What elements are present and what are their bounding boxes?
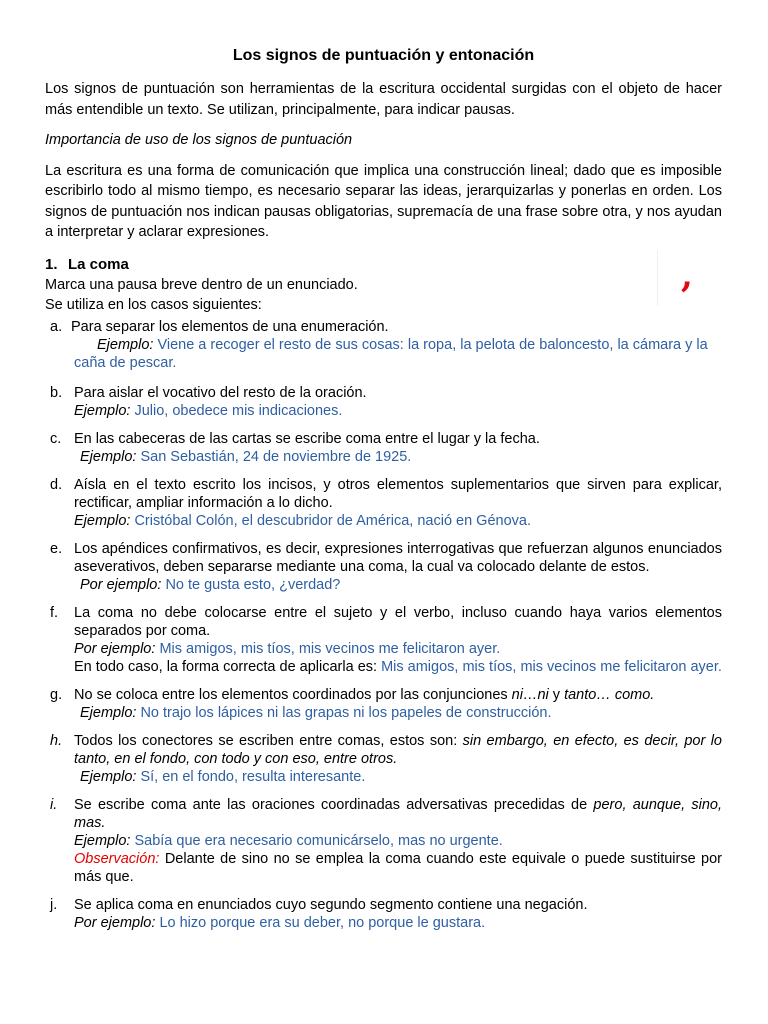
list-marker: g. xyxy=(50,686,63,703)
item-italic: pero, aunque, sino, mas. xyxy=(74,796,722,831)
list-item-g xyxy=(45,686,722,722)
observation-text: Delante de sino no se emplea la coma cuando este equivale o puede sustituirse por más que. xyxy=(74,850,722,885)
item-text: Para aislar el vocativo del resto de la oración. xyxy=(74,384,367,401)
list-item-f xyxy=(45,604,722,676)
example-text: Sí, en el fondo, resulta interesante. xyxy=(140,768,366,785)
example-label: Ejemplo: xyxy=(80,448,137,465)
list-marker: e. xyxy=(50,540,63,557)
item-text: En las cabeceras de las cartas se escribe coma entre el lugar y la fecha. xyxy=(74,430,540,447)
example-text: Sabía que era necesario comunicárselo, mas no urgente. xyxy=(134,832,503,849)
example-line xyxy=(74,512,722,530)
example-label: Ejemplo: xyxy=(74,832,131,849)
list-marker: a. xyxy=(50,318,63,335)
item-text: Aísla en el texto escrito los incisos, y otros elementos suplementarios que sirven para explicar, rectificar, ampliar información a lo dicho. xyxy=(74,476,722,511)
observation-label: Observación: xyxy=(74,850,160,867)
list-item-d xyxy=(45,476,722,530)
item-italic-1: ni…ni xyxy=(511,686,549,703)
intro-paragraph: Los signos de puntuación son herramientas de la escritura occidental surgidas con el objeto de hacer más entendible un texto. Se utilizan, principalmente, para indicar pausas. xyxy=(45,81,722,118)
list-marker: b. xyxy=(50,384,63,401)
example-label: Ejemplo: xyxy=(74,512,131,529)
list-item-a xyxy=(45,318,722,372)
correct-form-line xyxy=(74,658,722,676)
item-italic: sin embargo, en efecto, es decir, por lo tanto, en el fondo, con todo y con eso, entre otros. xyxy=(74,732,722,767)
example-text: No te gusta esto, ¿verdad? xyxy=(165,576,341,593)
example-label: Ejemplo: xyxy=(80,768,137,785)
correct-form-text: En todo caso, la forma correcta de aplicarla es: xyxy=(74,658,378,675)
comma-illustration xyxy=(657,250,714,306)
list-item-e xyxy=(45,540,722,594)
example-line xyxy=(74,832,722,850)
example-text: San Sebastián, 24 de noviembre de 1925. xyxy=(140,448,412,465)
example-line xyxy=(74,402,722,420)
example-text: Cristóbal Colón, el descubridor de América, nació en Génova. xyxy=(134,512,532,529)
section-line-1: Marca una pausa breve dentro de un enunciado. xyxy=(45,276,358,293)
example-text: No trajo los lápices ni las grapas ni los papeles de construcción. xyxy=(140,704,552,721)
example-text: Viene a recoger el resto de sus cosas: la ropa, la pelota de baloncesto, la cámara y la caña de pescar. xyxy=(74,336,708,371)
list-item-j xyxy=(45,896,722,932)
example-text: Julio, obedece mis indicaciones. xyxy=(134,402,343,419)
list-marker: f. xyxy=(50,604,59,621)
document-page xyxy=(45,45,722,942)
item-text: Todos los conectores se escriben entre comas, estos son: xyxy=(74,732,458,749)
section-title: La coma xyxy=(68,255,129,273)
example-line xyxy=(74,914,722,932)
example-line xyxy=(74,640,722,658)
correct-form-example: Mis amigos, mis tíos, mis vecinos me felicitaron ayer. xyxy=(381,658,722,675)
item-text: Se aplica coma en enunciados cuyo segundo segmento contiene una negación. xyxy=(74,896,588,913)
list-marker: i. xyxy=(50,796,58,813)
list-marker: c. xyxy=(50,430,62,447)
importance-paragraph: La escritura es una forma de comunicación que implica una construcción lineal; dado que es imposible escribirlo todo al mismo tiempo, es necesario separar las ideas, jerarquizarlas y ponerlas en orden. Los signos de puntuación nos indican pausas obligatorias, supremacía de una frase sobre otra, y nos ayudan a interpretar y aclarar expresiones. xyxy=(45,162,722,240)
example-line xyxy=(74,704,722,722)
item-italic-2: tanto… como. xyxy=(564,686,655,703)
item-text: Para separar los elementos de una enumeración. xyxy=(71,318,389,335)
section-heading xyxy=(45,255,722,275)
example-line xyxy=(74,448,722,466)
section-number: 1. xyxy=(45,255,58,273)
list-marker: j. xyxy=(50,896,58,913)
example-label: Por ejemplo: xyxy=(74,914,156,931)
example-line xyxy=(51,336,722,372)
example-label: Por ejemplo: xyxy=(74,640,156,657)
comma-symbol-icon: , xyxy=(681,256,693,296)
importance-heading: Importancia de uso de los signos de puntuación xyxy=(45,132,353,148)
list-item-h xyxy=(45,732,722,786)
document-title: Los signos de puntuación y entonación xyxy=(232,47,535,64)
example-label: Por ejemplo: xyxy=(80,576,162,593)
item-text: Se escribe coma ante las oraciones coordinadas adversativas precedidas de xyxy=(74,796,588,813)
example-text: Mis amigos, mis tíos, mis vecinos me felicitaron ayer. xyxy=(159,640,501,657)
example-line xyxy=(74,576,722,594)
list-item-i xyxy=(45,796,722,886)
list-marker: d. xyxy=(50,476,63,493)
list-marker: h. xyxy=(50,732,63,749)
example-text: Lo hizo porque era su deber, no porque le gustara. xyxy=(159,914,486,931)
list-item-b xyxy=(45,384,722,420)
section-line-2: Se utiliza en los casos siguientes: xyxy=(45,297,262,313)
rules-list xyxy=(45,318,722,932)
list-item-c xyxy=(45,430,722,466)
item-text: Los apéndices confirmativos, es decir, expresiones interrogativas que refuerzan algunos enunciados aseverativos, deben separarse mediante una coma, la cual va colocado delante de estos. xyxy=(74,540,722,575)
example-label: Ejemplo: xyxy=(74,402,131,419)
item-text: No se coloca entre los elementos coordinados por las conjunciones xyxy=(74,686,508,703)
example-line xyxy=(74,768,722,786)
item-text-mid: y xyxy=(552,686,561,703)
observation-line xyxy=(74,850,722,886)
item-text: La coma no debe colocarse entre el sujeto y el verbo, incluso cuando haya varios elementos separados por coma. xyxy=(74,604,722,639)
example-label: Ejemplo: xyxy=(80,704,137,721)
example-label: Ejemplo: xyxy=(97,336,154,353)
